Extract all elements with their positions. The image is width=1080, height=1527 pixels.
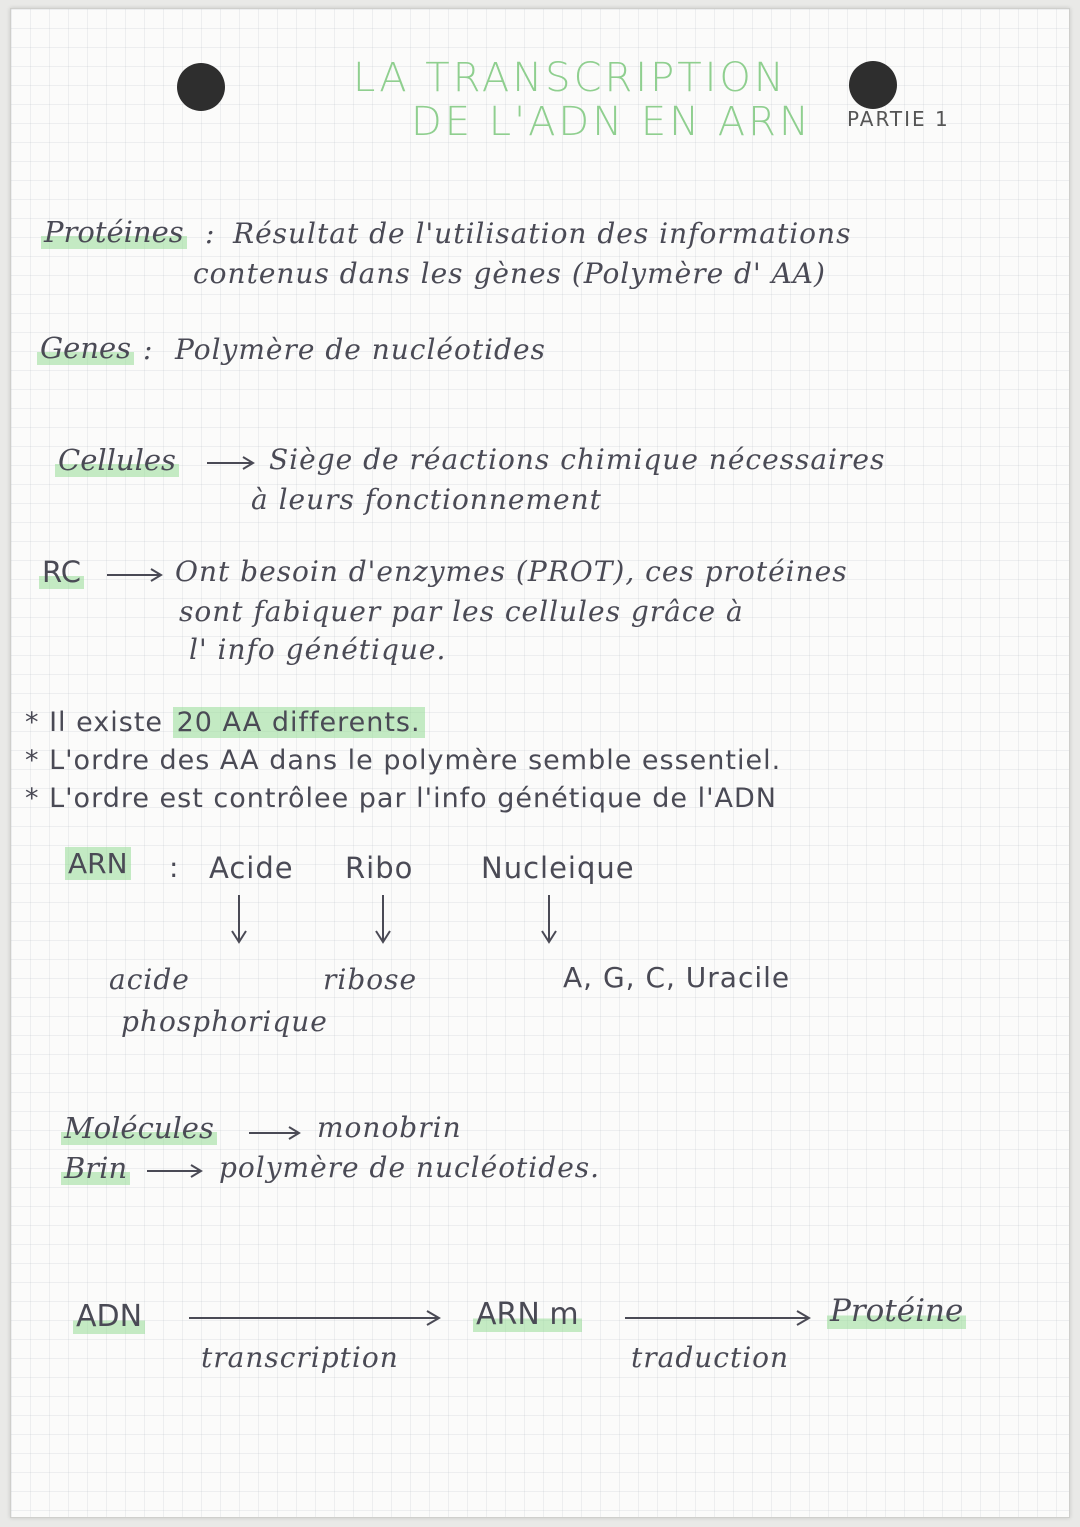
arn-part-nucleique: Nucleique — [481, 851, 635, 885]
arrow-right-icon — [623, 1309, 813, 1327]
rc-def-line-2: sont fabiquer par les cellules grâce à — [179, 595, 744, 628]
flow-step-traduction: traduction — [631, 1341, 790, 1374]
genes-def: Polymère de nucléotides — [175, 333, 546, 366]
arn-meaning-bases: A, G, C, Uracile — [563, 961, 791, 994]
term-cellules: Cellules — [55, 443, 179, 477]
rc-def-line-1: Ont besoin d'enzymes (PROT), ces protéines — [175, 555, 848, 588]
cellules-def-line-1: Siège de réactions chimique nécessaires — [269, 443, 886, 476]
punch-hole-right — [849, 61, 897, 109]
bullet-1-prefix: * Il existe — [25, 707, 164, 738]
bullet-1-highlight: 20 AA differents. — [173, 707, 425, 738]
notebook-page — [10, 8, 1070, 1518]
punch-hole-left — [177, 63, 225, 111]
flow-proteine: Protéine — [827, 1293, 966, 1329]
arrow-right-icon — [145, 1163, 205, 1179]
term-arn: ARN — [65, 847, 131, 880]
brin-def: polymère de nucléotides. — [219, 1151, 601, 1184]
arrow-right-icon — [187, 1309, 443, 1327]
rc-def-line-3: l' info génétique. — [189, 633, 447, 666]
proteines-sep: : — [205, 217, 216, 250]
cellules-def-line-2: à leurs fonctionnement — [251, 483, 602, 516]
arrow-down-icon — [537, 893, 561, 945]
bullet-1 — [25, 707, 425, 738]
arrow-right-icon — [247, 1125, 303, 1141]
arn-part-ribo: Ribo — [345, 851, 414, 885]
flow-arnm: ARN m — [473, 1297, 582, 1332]
part-label: PARTIE 1 — [847, 107, 950, 131]
arn-part-acide: Acide — [209, 851, 294, 885]
term-genes: Genes — [37, 331, 134, 365]
arn-meaning-acide-line-1: acide — [109, 963, 190, 996]
arn-sep: : — [169, 851, 180, 884]
arrow-down-icon — [371, 893, 395, 945]
term-proteines: Protéines — [41, 215, 187, 249]
proteines-def-line-1: Résultat de l'utilisation des informations — [233, 217, 852, 250]
title-line-2: DE L'ADN EN ARN — [411, 99, 812, 145]
title-line-1: LA TRANSCRIPTION — [353, 55, 787, 101]
proteines-def-line-2: contenus dans les gènes (Polymère d' AA) — [193, 257, 826, 290]
flow-step-transcription: transcription — [201, 1341, 399, 1374]
bullet-3: * L'ordre est contrôlee par l'info génétique de l'ADN — [25, 783, 778, 814]
arn-meaning-ribose: ribose — [323, 963, 418, 996]
bullet-2: * L'ordre des AA dans le polymère semble essentiel. — [25, 745, 782, 776]
arn-meaning-acide-line-2: phosphorique — [121, 1005, 328, 1038]
term-rc: RC — [39, 555, 84, 589]
arrow-down-icon — [227, 893, 251, 945]
flow-adn: ADN — [73, 1299, 145, 1334]
molecules-def: monobrin — [317, 1111, 462, 1144]
term-molecules: Molécules — [61, 1111, 217, 1145]
genes-sep: : — [143, 333, 154, 366]
arrow-right-icon — [105, 567, 165, 583]
term-brin: Brin — [61, 1151, 130, 1185]
arrow-right-icon — [205, 455, 257, 471]
